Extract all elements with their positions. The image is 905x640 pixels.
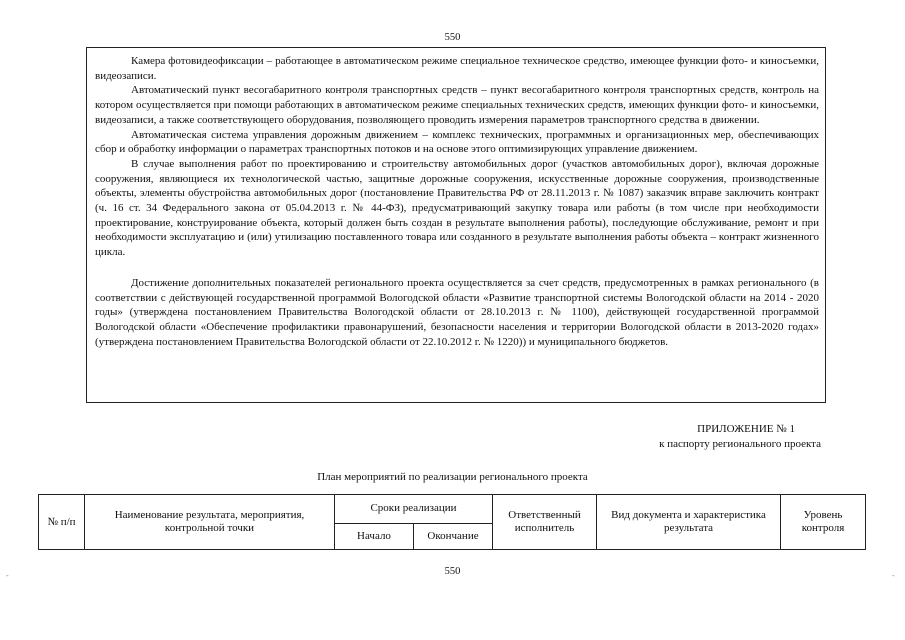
header-responsible: Ответственный исполнитель <box>493 495 597 550</box>
scan-edge-mark-left: - <box>6 571 9 580</box>
page-number-bottom: 550 <box>444 566 461 577</box>
header-document: Вид документа и характеристика результата <box>597 495 781 550</box>
paragraph-funding: Достижение дополнительных показателей регионального проекта осуществляется за счет средств, предусмотренных в рамках регионального (в соответствии с действующей государственной программой Вологодской области «Развитие транспортной системы Вологодской области на 2014 - 2020 годы» (утверждена постановлением Правительства Вологодской области от 28.10.2013 г. № 1100), действующей государственной программой Вологодской области «Обеспечение профилактики правонарушений, безопасности населения и территории Вологодской области в 2013-2020 годах» (утверждена постановлением Правительства Вологодской области от 22.10.2012 г. № 1220)) и муниципального бюджетов. <box>95 276 819 348</box>
appendix-subtitle: к паспорту регионального проекта <box>659 438 821 450</box>
appendix-title: ПРИЛОЖЕНИЕ № 1 <box>697 423 795 435</box>
header-control-level: Уровень контроля <box>781 495 866 550</box>
header-dates: Сроки реализации <box>335 495 493 524</box>
header-number: № п/п <box>39 495 85 550</box>
plan-title: План мероприятий по реализации регионального проекта <box>317 471 588 483</box>
scan-edge-mark-right: - <box>892 571 895 580</box>
page-number-top: 550 <box>444 32 461 43</box>
header-name: Наименование результата, мероприятия, контрольной точки <box>85 495 335 550</box>
paragraph-lifecycle-contract: В случае выполнения работ по проектированию и строительству автомобильных дорог (участков автомобильных дорог), включая дорожные сооружения, являющиеся их технологической частью, защитные дорожные сооружения, искусственные дорожные сооружения, производственные объекты, элементы обустройства автомобильных дорог (постановление Правительства РФ от 28.11.2013 г. № 1087) заказчик вправе заключить контракт (ч. 16 ст. 34 Федерального закона от 05.04.2013 г. № 44-ФЗ), предусматривающий закупку товара или работы (в том числе при необходимости проектирование, конструирование объекта, который должен быть создан в результате выполнения работы), последующие обслуживание, ремонт и при необходимости эксплуатацию и (или) утилизацию поставленного товара или созданного в результате выполнения работы объекта – контракт жизненного цикла. <box>95 157 819 259</box>
action-plan-table <box>38 494 866 550</box>
paragraph-traffic-control-system: Автоматическая система управления дорожным движением – комплекс технических, программных и организационных мер, обеспечивающих сбор и обработку информации о параметрах транспортных потоков и на основе этого оптимизирующих управление движением. <box>95 128 819 156</box>
appendix-heading <box>659 422 821 452</box>
paragraph-weight-control-point: Автоматический пункт весогабаритного контроля транспортных средств – пункт весогабаритного контроля транспортных средств, контроль на котором осуществляется при помощи работающих в автоматическом режиме специальных технических средств, имеющих функции фото- и киносъемки, видеозаписи, а также соответствующего оборудования, позволяющего проводить измерения параметров транспортного средства в движении. <box>95 84 819 126</box>
header-end: Окончание <box>414 523 493 549</box>
definitions-text-block <box>86 47 826 403</box>
header-start: Начало <box>335 523 414 549</box>
paragraph-photo-video-camera: Камера фотовидеофиксации – работающее в автоматическом режиме специальное техническое средство, имеющее функции фото- и киносъемки, видеозаписи. <box>95 55 819 82</box>
